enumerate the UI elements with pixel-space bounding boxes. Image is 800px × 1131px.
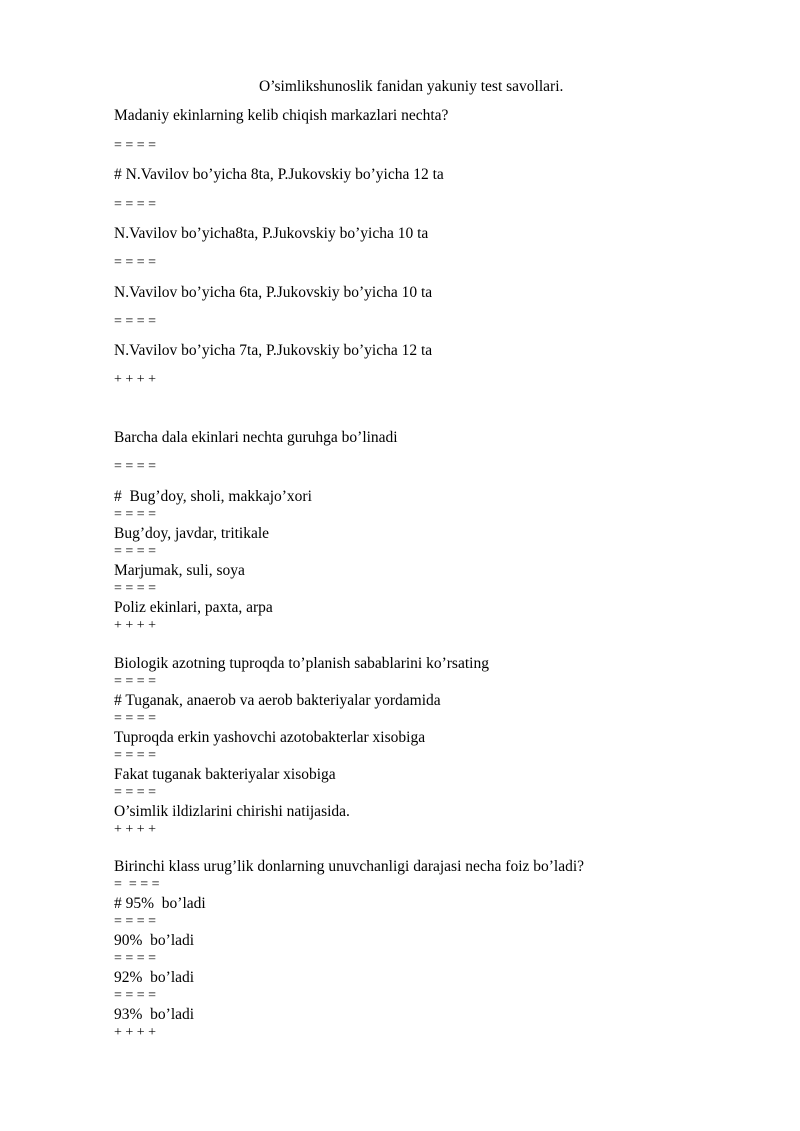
answer-correct: # N.Vavilov bo’yicha 8ta, P.Jukovskiy bo’yicha 12 ta: [114, 166, 444, 183]
separator: = = = =: [114, 314, 157, 329]
answer-correct: # 95% bo’ladi: [114, 895, 206, 912]
answer-option: Tuproqda erkin yashovchi azotobakterlar xisobiga: [114, 729, 426, 746]
answer-correct: # Tuganak, anaerob va aerob bakteriyalar yordamida: [114, 692, 441, 709]
separator: = = = =: [114, 255, 157, 270]
answer-option: 90% bo’ladi: [114, 932, 195, 949]
separator: = = = =: [114, 674, 157, 689]
separator: = = = =: [114, 785, 157, 800]
answer-option: Bug’doy, javdar, tritikale: [114, 525, 270, 542]
answer-option: O’simlik ildizlarini chirishi natijasida.: [114, 803, 350, 820]
answer-option: 93% bo’ladi: [114, 1006, 195, 1023]
answer-option: 92% bo’ladi: [114, 969, 195, 986]
separator: = = = =: [114, 138, 157, 153]
separator: = = = =: [114, 197, 157, 212]
separator: = = = =: [114, 581, 157, 596]
end-marker: + + + +: [114, 618, 157, 633]
separator: = = = =: [114, 914, 157, 929]
question-3: Biologik azotning tuproqda to’planish sabablarini ko’rsating: [114, 655, 489, 672]
answer-option: Poliz ekinlari, paxta, arpa: [114, 599, 273, 616]
end-marker: + + + +: [114, 372, 157, 387]
separator: = = = =: [114, 951, 157, 966]
end-marker: + + + +: [114, 822, 157, 837]
answer-correct: # Bug’doy, sholi, makkajo’xori: [114, 488, 312, 505]
separator: = = = =: [114, 988, 157, 1003]
question-1: Madaniy ekinlarning kelib chiqish markazlari nechta?: [114, 107, 449, 124]
answer-option: N.Vavilov bo’yicha8ta, P.Jukovskiy bo’yicha 10 ta: [114, 225, 429, 242]
answer-option: Fakat tuganak bakteriyalar xisobiga: [114, 766, 336, 783]
document-title: O’simlikshunoslik fanidan yakuniy test savollari.: [259, 78, 564, 95]
separator: = = = =: [114, 748, 157, 763]
answer-option: N.Vavilov bo’yicha 7ta, P.Jukovskiy bo’yicha 12 ta: [114, 342, 433, 359]
separator: = = = =: [114, 507, 157, 522]
answer-option: N.Vavilov bo’yicha 6ta, P.Jukovskiy bo’yicha 10 ta: [114, 284, 433, 301]
separator: = = = =: [114, 459, 157, 474]
end-marker: + + + +: [114, 1025, 157, 1040]
separator: = = = =: [114, 544, 157, 559]
separator: = = = =: [114, 711, 157, 726]
separator: = = = =: [114, 877, 160, 892]
answer-option: Marjumak, suli, soya: [114, 562, 245, 579]
question-4: Birinchi klass urug’lik donlarning unuvchanligi darajasi necha foiz bo’ladi?: [114, 858, 585, 875]
question-2: Barcha dala ekinlari nechta guruhga bo’linadi: [114, 429, 398, 446]
